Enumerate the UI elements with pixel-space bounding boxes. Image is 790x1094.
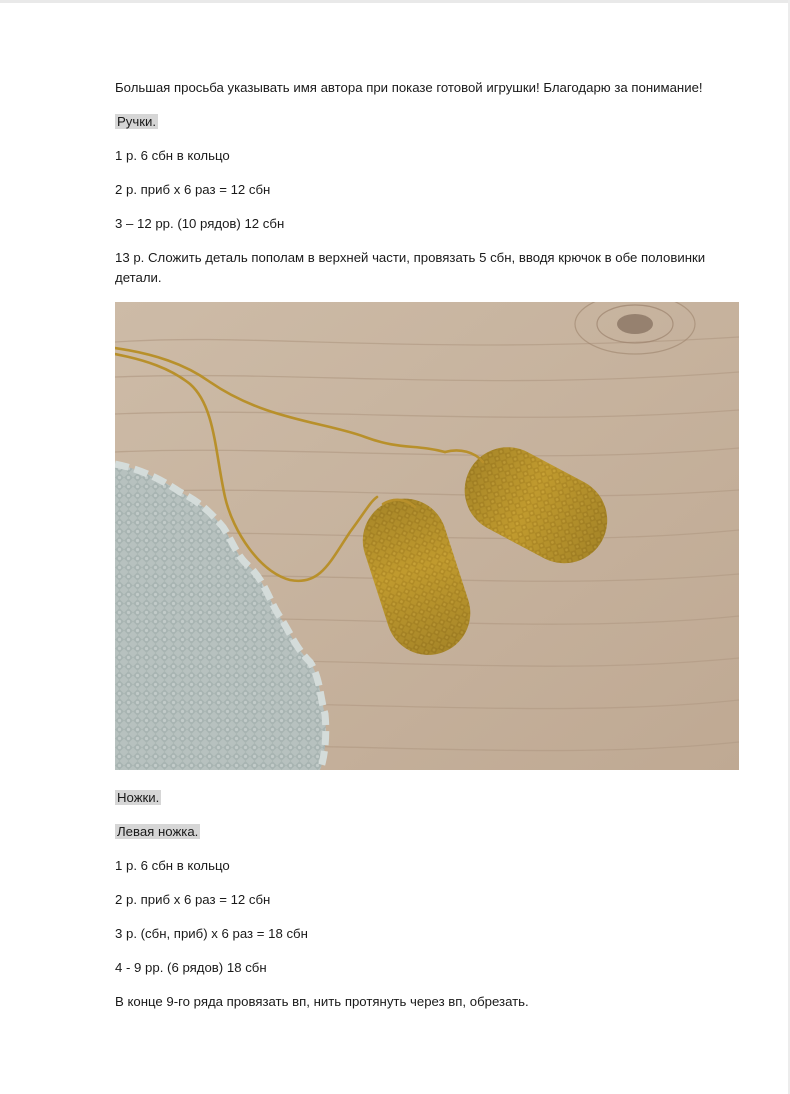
left-leg-row-5: В конце 9-го ряда провязать вп, нить протянуть через вп, обрезать.: [115, 994, 529, 1009]
arms-row-1: 1 р. 6 сбн в кольцо: [115, 148, 230, 163]
left-leg-heading-highlight: Левая ножка.: [117, 824, 199, 839]
intro-text: Большая просьба указывать имя автора при показе готовой игрушки! Благодарю за понимание!: [115, 80, 703, 95]
left-leg-row-1: 1 р. 6 сбн в кольцо: [115, 858, 230, 873]
arms-row-3: 3 – 12 рр. (10 рядов) 12 сбн: [115, 216, 285, 231]
left-leg-row-4: 4 - 9 рр. (6 рядов) 18 сбн: [115, 960, 267, 975]
left-leg-row-3: 3 р. (сбн, приб) х 6 раз = 18 сбн: [115, 926, 308, 941]
page-edge: [0, 0, 790, 3]
arms-heading: [115, 112, 158, 132]
arms-row-4: 13 р. Сложить деталь пополам в верхней части, провязать 5 сбн, вводя крючок в обе половинки детали.: [115, 250, 706, 285]
legs-heading: [115, 788, 161, 808]
left-leg-heading: [115, 822, 200, 842]
left-leg-row-2: 2 р. приб х 6 раз = 12 сбн: [115, 892, 271, 907]
crochet-arms-photo: [115, 302, 739, 770]
legs-heading-highlight: Ножки.: [117, 790, 160, 805]
arms-heading-highlight: Ручки.: [117, 114, 157, 129]
arms-row-2: 2 р. приб х 6 раз = 12 сбн: [115, 182, 271, 197]
